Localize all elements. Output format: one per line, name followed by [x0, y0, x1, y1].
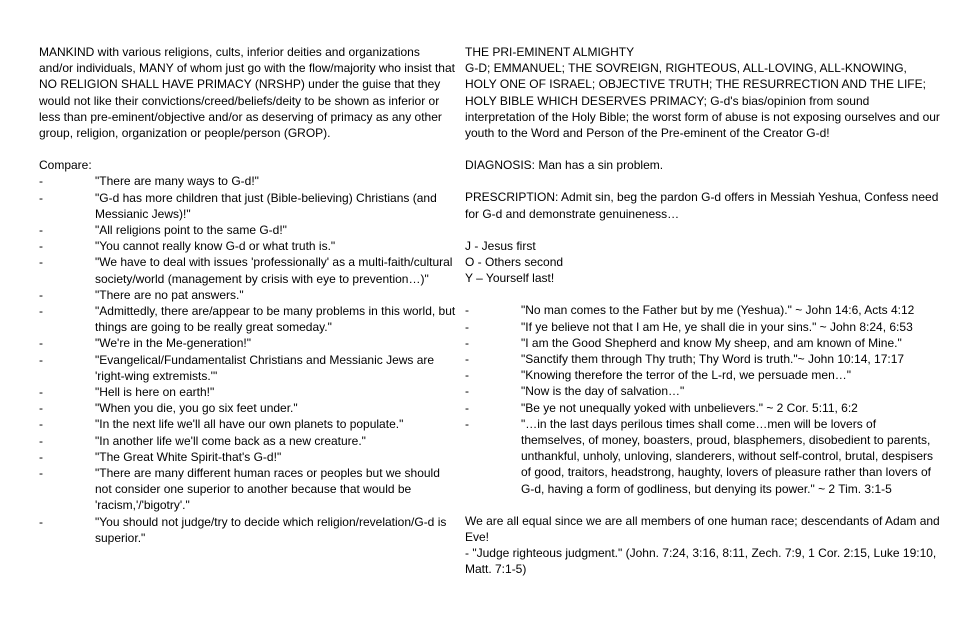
verse-item-text: "Knowing therefore the terror of the L-rd, we persuade men…": [521, 368, 852, 383]
verse-item: [465, 383, 940, 399]
bullet-dash: -: [39, 514, 43, 529]
verse-item: [465, 302, 940, 318]
compare-item: [39, 222, 457, 238]
judge-paragraph: - "Judge righteous judgment." (John. 7:24, 3:16, 8:11, Zech. 7:9, 1 Cor. 2:15, Luke 19:10, Matt. 7:1-5): [465, 546, 937, 577]
compare-item: [39, 400, 457, 416]
verse-item: [465, 351, 940, 367]
right-column: [465, 44, 940, 578]
verse-item: [465, 367, 940, 383]
bullet-dash: -: [39, 385, 43, 400]
compare-item-text: "Admittedly, there are/appear to be many problems in this world, but things are going to be really great someday.": [95, 304, 456, 335]
compare-item: [39, 449, 457, 465]
bullet-dash: -: [39, 223, 43, 238]
bullet-dash: -: [39, 352, 43, 367]
compare-item: [39, 173, 457, 189]
compare-item-text: "You should not judge/try to decide which religion/revelation/G-d is superior.": [95, 514, 447, 545]
compare-item-text: "The Great White Spirit-that's G-d!": [95, 449, 282, 464]
compare-item-text: "In the next life we'll all have our own planets to populate.": [95, 417, 404, 432]
compare-item: [39, 465, 457, 514]
compare-item: [39, 335, 457, 351]
bullet-dash: -: [39, 417, 43, 432]
compare-item-text: "There are many ways to G-d!": [95, 174, 259, 189]
diagnosis: DIAGNOSIS: Man has a sin problem.: [465, 158, 664, 173]
compare-item: [39, 416, 457, 432]
compare-item-text: "In another life we'll come back as a new creature.": [95, 433, 366, 448]
compare-item: [39, 254, 457, 286]
joy-line-j: J - Jesus first: [465, 238, 536, 253]
bullet-dash: -: [39, 449, 43, 464]
bullet-dash: -: [465, 303, 469, 318]
bullet-dash: -: [465, 352, 469, 367]
compare-item-text: "Hell is here on earth!": [95, 385, 215, 400]
verse-item-text: "Sanctify them through Thy truth; Thy Word is truth."~ John 10:14, 17:17: [521, 352, 905, 367]
compare-item: [39, 384, 457, 400]
bullet-dash: -: [39, 255, 43, 270]
compare-item-text: "G-d has more children that just (Bible-believing) Christians (and Messianic Jews)!": [95, 190, 437, 221]
left-column: [39, 44, 457, 546]
bullet-dash: -: [39, 336, 43, 351]
verse-item: [465, 416, 940, 497]
verse-item-text: "Now is the day of salvation…": [521, 384, 685, 399]
compare-item-text: "When you die, you go six feet under.": [95, 401, 298, 416]
bullet-dash: -: [465, 368, 469, 383]
verse-item-text: "No man comes to the Father but by me (Yeshua)." ~ John 14:6, Acts 4:12: [521, 303, 915, 318]
titles-paragraph: G-D; EMMANUEL; THE SOVREIGN, RIGHTEOUS, ALL-LOVING, ALL-KNOWING, HOLY ONE OF ISRAEL; OBJECTIVE TRUTH; THE RESURRECTION AND THE LIFE; HOLY BIBLE WHICH DESERVES PRIMACY; G-d's bias/opinion from sound interpretation of the Holy Bible; the worst form of abuse is not exposing ourselves and our youth to the Word and Person of the Pre-eminent of the Creator G-d!: [465, 61, 940, 141]
compare-item-text: "All religions point to the same G-d!": [95, 223, 287, 238]
bullet-dash: -: [465, 335, 469, 350]
bullet-dash: -: [465, 416, 469, 431]
compare-item-text: "Evangelical/Fundamentalist Christians and Messianic Jews are 'right-wing extremists.'": [95, 352, 435, 383]
bullet-dash: -: [465, 400, 469, 415]
bullet-dash: -: [39, 433, 43, 448]
joy-line-o: O - Others second: [465, 255, 564, 270]
bullet-dash: -: [465, 319, 469, 334]
bullet-dash: -: [39, 466, 43, 481]
compare-label: Compare:: [39, 158, 92, 173]
compare-item: [39, 303, 457, 335]
bullet-dash: -: [39, 239, 43, 254]
prescription: PRESCRIPTION: Admit sin, beg the pardon G-d offers in Messiah Yeshua, Confess need for G-d and demonstrate genuineness…: [465, 190, 939, 221]
verse-item-text: "…in the last days perilous times shall come…men will be lovers of themselves, of money, boasters, proud, blasphemers, disobedient to parents, unthankful, unholy, unloving, slanderers, without self-control, brutal, despisers of good, traitors, headstrong, haughty, lovers of pleasure rather than lovers of G-d, having a form of godliness, but denying its power." ~ 2 Tim. 3:1-5: [521, 416, 934, 496]
bullet-dash: -: [465, 384, 469, 399]
verse-item: [465, 400, 940, 416]
compare-item-text: "There are no pat answers.": [95, 287, 244, 302]
equal-paragraph: We are all equal since we are all members of one human race; descendants of Adam and Eve!: [465, 513, 940, 545]
compare-item: [39, 287, 457, 303]
compare-item-text: "We're in the Me-generation!": [95, 336, 251, 351]
bullet-dash: -: [39, 401, 43, 416]
bullet-dash: -: [39, 174, 43, 189]
compare-item: [39, 352, 457, 384]
bullet-dash: -: [39, 190, 43, 205]
verse-item: [465, 319, 940, 335]
compare-list: [39, 173, 457, 546]
joy-line-y: Y – Yourself last!: [465, 271, 555, 286]
compare-item-text: "We have to deal with issues 'professionally' as a multi-faith/cultural society/world (management by crisis with eye to prevention…)": [95, 255, 453, 286]
compare-item: [39, 190, 457, 222]
compare-item-text: "There are many different human races or peoples but we should not consider one superior to another because that would be 'racism,'/'bigotry'.": [95, 466, 440, 513]
bullet-dash: -: [39, 287, 43, 302]
bullet-dash: -: [39, 304, 43, 319]
compare-item: [39, 238, 457, 254]
heading: THE PRI-EMINENT ALMIGHTY: [465, 45, 635, 59]
verse-item-text: "If ye believe not that I am He, ye shall die in your sins." ~ John 8:24, 6:53: [521, 319, 913, 334]
compare-item-text: "You cannot really know G-d or what truth is.": [95, 239, 336, 254]
verse-item-text: "I am the Good Shepherd and know My sheep, and am known of Mine.": [521, 335, 902, 350]
verse-item: [465, 335, 940, 351]
intro-paragraph: MANKIND with various religions, cults, inferior deities and organizations and/or individuals, MANY of whom just go with the flow/majority who insist that NO RELIGION SHALL HAVE PRIMACY (NRSHP) under the guise that they would not like their convictions/creed/beliefs/deity to be shown as inferior or less than pre-eminent/objective and/or as deserving of primacy as any other group, religion, organization or people/person (GROP).: [39, 45, 455, 141]
verse-item-text: "Be ye not unequally yoked with unbelievers." ~ 2 Cor. 5:11, 6:2: [521, 400, 858, 415]
verse-list: [465, 302, 940, 496]
compare-item: [39, 433, 457, 449]
compare-item: [39, 514, 457, 546]
